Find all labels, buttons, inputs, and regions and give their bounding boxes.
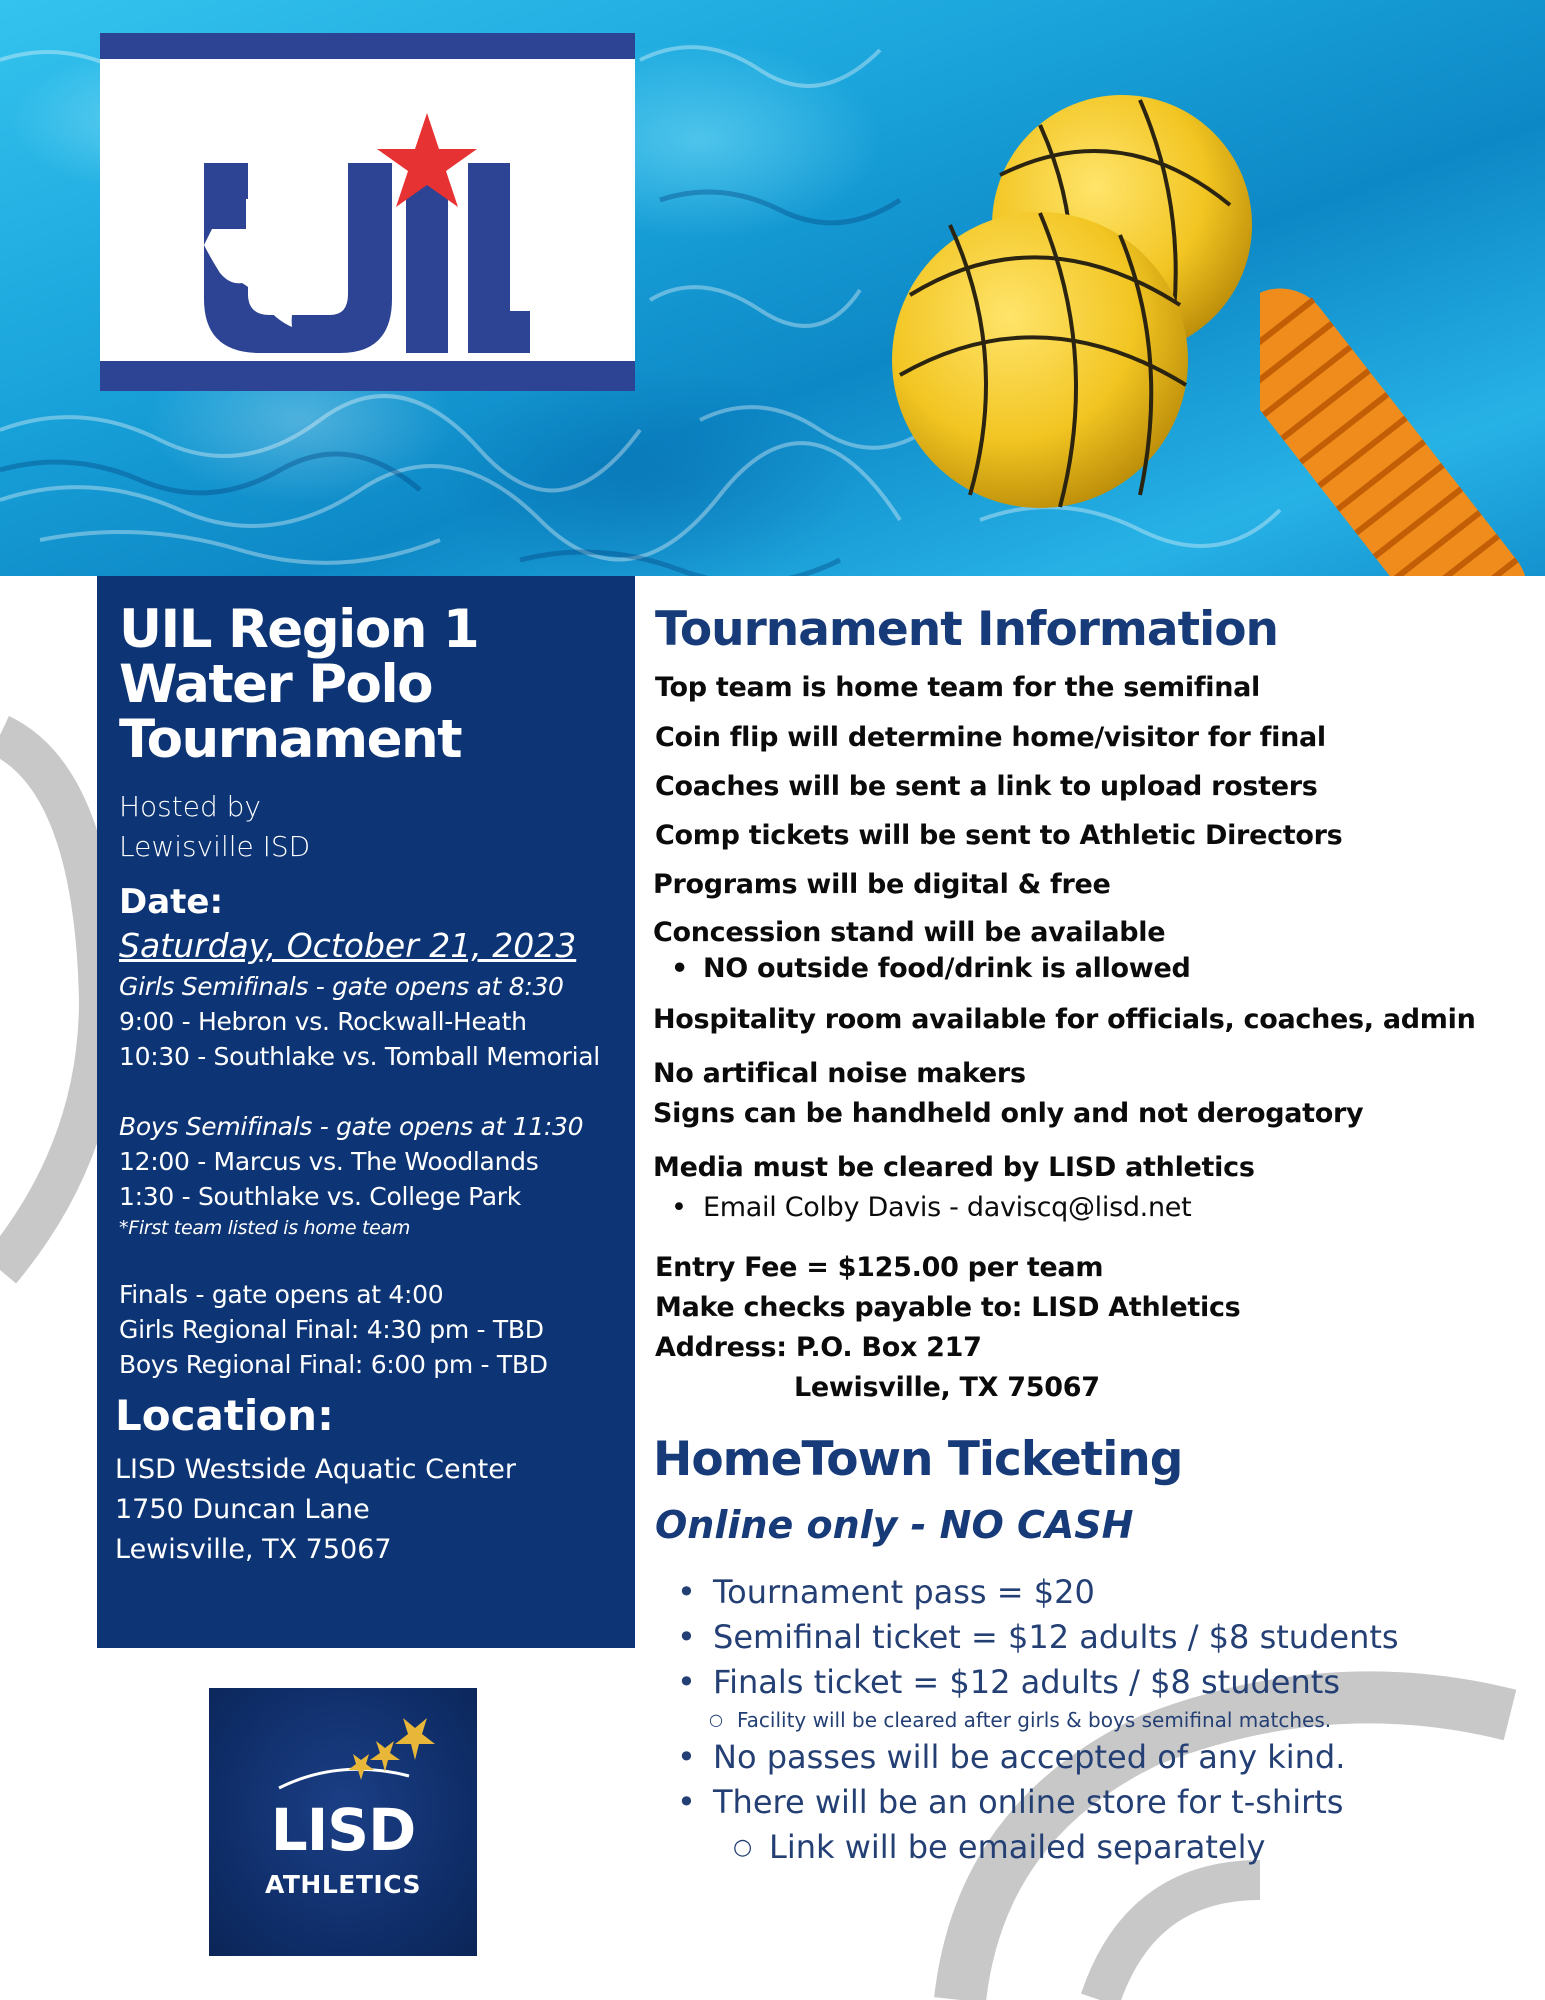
venue-city: Lewisville, TX 75067	[115, 1534, 392, 1565]
ticket-item: • Semifinal ticket = $12 adults / $8 students	[655, 1615, 1535, 1660]
venue-name: LISD Westside Aquatic Center	[115, 1454, 516, 1485]
boys-game-2: 1:30 - Southlake vs. College Park	[119, 1182, 521, 1211]
girls-semifinals-header: Girls Semifinals - gate opens at 8:30	[119, 972, 564, 1001]
event-title-line-2: Water Polo	[119, 654, 433, 715]
event-title	[119, 599, 619, 770]
ticket-list	[655, 1570, 1535, 1870]
girls-game-1: 9:00 - Hebron vs. Rockwall-Heath	[119, 1007, 527, 1036]
ticket-item: • No passes will be accepted of any kind.	[655, 1735, 1535, 1780]
ticketing-heading: HomeTown Ticketing	[653, 1432, 1183, 1487]
hero-banner	[0, 0, 1545, 576]
info-line: Top team is home team for the semifinal	[655, 672, 1261, 703]
lane-rope-image	[1260, 270, 1545, 576]
hosted-by	[119, 787, 635, 867]
tournament-information	[655, 602, 1535, 1870]
ticketing-subheading: Online only - NO CASH	[655, 1503, 1134, 1547]
event-title-line-1: UIL Region 1	[119, 599, 479, 660]
boys-final: Boys Regional Final: 6:00 pm - TBD	[119, 1350, 548, 1379]
host-name: Lewisville ISD	[119, 830, 311, 863]
uil-logo	[100, 33, 635, 391]
schedule	[119, 969, 635, 1382]
venue-street: 1750 Duncan Lane	[115, 1494, 370, 1525]
info-line: No artifical noise makers	[653, 1058, 1026, 1089]
water-polo-balls-image	[890, 95, 1310, 515]
info-line: Hospitality room available for officials, coaches, admin	[653, 1004, 1476, 1035]
info-line: Coin flip will determine home/visitor for final	[655, 722, 1326, 753]
uil-logo-mark	[100, 59, 635, 361]
girls-final: Girls Regional Final: 4:30 pm - TBD	[119, 1315, 544, 1344]
home-team-note: *First team listed is home team	[119, 1217, 411, 1239]
location-label: Location:	[115, 1391, 334, 1440]
finals-header: Finals - gate opens at 4:00	[119, 1280, 444, 1309]
date-label: Date:	[119, 882, 224, 922]
boys-semifinals-header: Boys Semifinals - gate opens at 11:30	[119, 1112, 584, 1141]
checks-payable: Make checks payable to: LISD Athletics	[655, 1292, 1241, 1323]
ticket-item: • Finals ticket = $12 adults / $8 students	[655, 1660, 1535, 1705]
info-sub-item: • NO outside food/drink is allowed	[655, 951, 1535, 987]
location-address	[115, 1450, 635, 1570]
info-line: Programs will be digital & free	[653, 869, 1111, 900]
info-line: Media must be cleared by LISD athletics	[653, 1152, 1255, 1183]
info-line: Concession stand will be available	[653, 917, 1166, 948]
info-line: Coaches will be sent a link to upload rosters	[655, 771, 1318, 802]
entry-fee-block	[655, 1248, 1535, 1408]
info-line: Signs can be handheld only and not derogatory	[653, 1098, 1364, 1129]
ticket-item: • There will be an online store for t-shirts	[655, 1780, 1535, 1825]
ticket-sub-item: ○ Link will be emailed separately	[655, 1825, 1535, 1870]
lisd-wordmark: LISD	[270, 1796, 416, 1864]
boys-game-1: 12:00 - Marcus vs. The Woodlands	[119, 1147, 539, 1176]
entry-fee: Entry Fee = $125.00 per team	[655, 1252, 1104, 1283]
lisd-athletics-text: ATHLETICS	[264, 1870, 422, 1899]
ticket-sub-item: ○ Facility will be cleared after girls & boys semifinal matches.	[655, 1705, 1535, 1735]
media-contact[interactable]: • Email Colby Davis - daviscq@lisd.net	[655, 1190, 1535, 1226]
date-value: Saturday, October 21, 2023	[119, 926, 577, 965]
mailing-city: Lewisville, TX 75067	[794, 1372, 1100, 1403]
ticket-item: • Tournament pass = $20	[655, 1570, 1535, 1615]
tournament-info-heading: Tournament Information	[655, 602, 1278, 657]
event-details-panel	[97, 576, 635, 1648]
lisd-athletics-logo	[209, 1688, 477, 1956]
hosted-by-label: Hosted by	[119, 790, 261, 823]
event-title-line-3: Tournament	[119, 709, 462, 770]
girls-game-2: 10:30 - Southlake vs. Tomball Memorial	[119, 1042, 600, 1071]
info-line: Comp tickets will be sent to Athletic Directors	[655, 820, 1343, 851]
mailing-address: Address: P.O. Box 217	[655, 1332, 982, 1363]
